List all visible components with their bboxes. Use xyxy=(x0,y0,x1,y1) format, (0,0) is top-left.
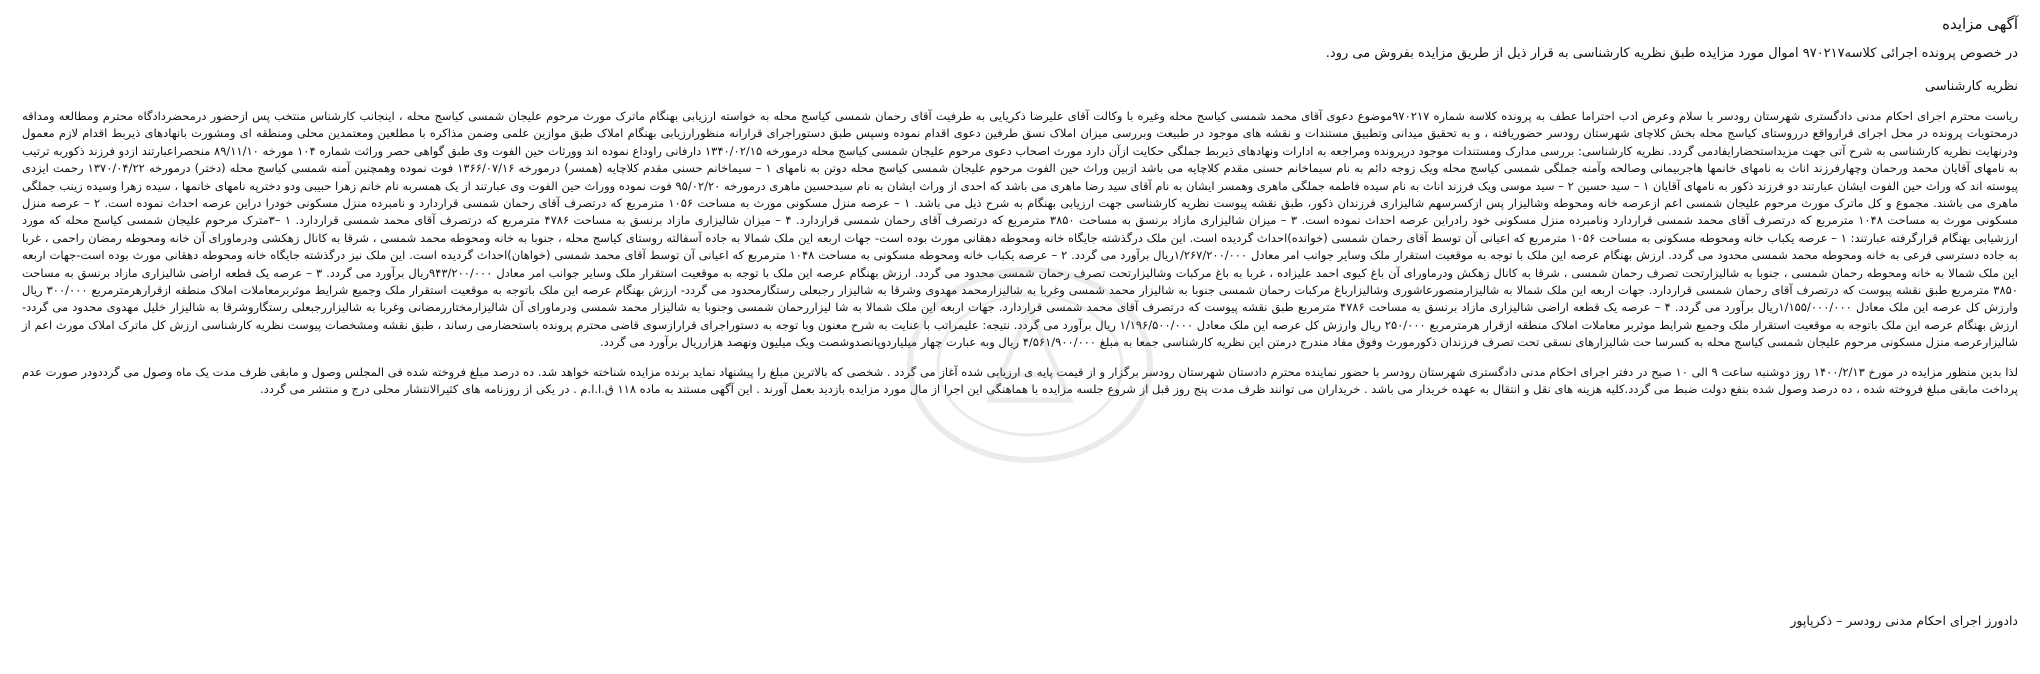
signature-line: دادورز اجرای احکام مدنی رودسر – ذکرپاپور xyxy=(1790,613,2018,628)
expert-opinion-paragraph: ریاست محترم اجرای احکام مدنی دادگستری شهرستان رودسر با سلام وعرض ادب احتراما عطف به پرونده کلاسه شماره ۹۷۰۲۱۷موضوع دعوی آقای محمد شمسی کیاسج محله وغیره با وکالت آقای علیرضا ذکریایی به طرفیت آقای رحمان شمسی کیاسج محله به خواسته ارزیابی بهنگام ماترک مورث مرحوم علیجان شمسی کیاسج محله ، اینجانب کارشناس منتخب پس ازحضور درمحضردادگاه محترم ومطالعه ومداقه درمحتویات پرونده در محل اجرای قرارواقع درروستای کیاسج محله بخش کلاچای شهرستان رودسر حضوریافته ، و به تحقیق میدانی وتطبیق مستندات و نقشه های موجود در طبیعت وبررسی میزان املاک نسق طرفین دعوی اقدام نموده وسپس طبق دستوراجرای قرارانه منظورارزیابی بهنگام املاک طبق موازین علمی وضمن مذاکره با مطلعین ومعتمدین محلی ومنطقه ای ومشورت بانهادهای ذیربط اقدام لازم معمول ودرنهایت نظریه کارشناسی به شرح آتی جهت مزیداستحضارایفادمی گردد. نظریه کارشناسی: بررسی مدارک ومستندات موجود درپرونده ومراجعه به ادارات ونهادهای ذیربط جملگی حکایت ازآن دارد مورث اصحاب دعوی مرحوم علیجان شمسی کیاسج محله درمورخه ۱۳۴۰/۰۲/۱۵ دارفانی راوداع نموده اند وورثات حین الفوت وی طبق گواهی حصر وراثت شماره ۱۰۴ مورخه ۸۹/۱۱/۱۰ منحصراعبارتند ازدو فرزند ذکوربه ترتیب به نامهای آقایان محمد ورحمان وچهارفرزند اناث به نامهای خانمها هاجربیمانی وصالحه وآمنه جملگی شمسی کیاسج محله ویک زوجه دائم به نام سیماخانم حسنی مقدم کلاچایه می باشد ازبین وراث حین الفوت مرحوم علیجان شمسی کیاسج محله دوتن به نامهای ۱ – سیماخانم حسنی مقدم کلاچایه (همسر) درمورخه ۱۳۶۶/۰۷/۱۶ فوت نموده وهمچنین آمنه شمسی کیاسج محله (دختر) درمورخه ۱۳۷۰/۰۴/۲۲ رحمت ایزدی پیوسته اند که وراث حین الفوت ایشان عبارتند دو فرزند ذکور به نامهای آقایان ۱ – سید حسین ۲ – سید موسی ویک فرزند اناث به نام سیده فاطمه جملگی ماهری وهمسر ایشان به نام آقای سید رضا ماهری می باشد که احدی از وراث ایشان به نام سیدحسین ماهری درمورخه ۹۵/۰۲/۲۰ فوت نموده ووراث حین الفوت وی عبارتند از یک همسربه نام خانم زهرا حبیبی ودو دخترپه نامهای خانمها ، سیده زهرا وسیده زینب جملگی ماهری می باشند. مجموع و کل ماترک مورث مرحوم علیجان شمسی اعم ازعرصه خانه ومحوطه وشالیزار پس ازکسرسهم شالیزاری فرزندان ذکور، طبق نقشه پیوست نظریه کارشناسی جهت ارزیابی بهنگام به شرح ذیل می باشد. ۱ – عرصه منزل مسکونی مورث به مساحت ۱۰۵۶ مترمربع که درتصرف آقای رحمان شمسی قراردارد و نامبرده منزل مسکونی خودرا دراین عرصه احداث نموده است. ۲ – عرصه منزل مسکونی مورث به مساحت ۱۰۴۸ مترمربع که درتصرف آقای محمد شمسی قراردارد ونامبرده منزل مسکونی خود رادراین عرصه احداث نموده است. ۳ – میزان شالیزاری مازاد برنسق به مساحت ۳۸۵۰ مترمربع که درتصرف آقای رحمان شمسی قراردارد. ۴ – میزان شالیزاری مازاد برنسق به مساحت ۴۷۸۶ مترمربع که درتصرف آقای محمد شمسی قراردارد. ۱ –۳مترک مرحوم علیجان شمسی کیاسج محله که مورد ارزشیابی بهنگام قرارگرفته عبارتند: ۱ – عرصه یکباب خانه ومحوطه مسکونی به مساحت ۱۰۵۶ مترمربع که اعیانی آن توسط آقای رحمان شمسی (خوانده)احداث گردیده است. این ملک درگذشته جایگاه خانه ومحوطه دهقانی مورث بوده است- جهات اربعه این ملک شمالا به جاده آسفالته روستای کیاسج محله ، جنوبا به خانه ومحوطه محمد شمسی ، شرقا به کانال زهکشی ودرماورای آن خانه ومحوطه رمضان راحمی ، غربا به جاده دسترسی فرعی به خانه ومحوطه محمد شمسی محدود می گردد. ارزش بهنگام عرصه این ملک با توجه به موقعیت استقرار ملک وسایر جوانب امر معادل ۱/۲۶۷/۲۰۰/۰۰۰ریال برآورد می گردد. ۲ – عرصه یکباب خانه ومحوطه مسکونی به مساحت ۱۰۴۸ مترمربع که اعیانی آن توسط آقای محمد شمسی (خواهان)احداث گردیده است. این ملک نیز درگذشته جایگاه خانه ومحوطه دهقانی مورث بوده است-جهات اربعه این ملک شمالا به خانه ومحوطه رحمان شمسی ، جنوبا به شالیزارتحت تصرف رحمان شمسی ، شرقا به کانال زهکش ودرماورای آن باغ کیوی احمد علیزاده ، غربا به باغ مرکبات وشالیزارتحت تصرف رحمان شمسی محدود می گردد. ارزش بهنگام عرصه این ملک با توجه به موقعیت استقرار ملک وسایر جوانب امر معادل ۹۴۳/۲۰۰/۰۰۰ریال برآورد می گردد. ۳ – عرصه یک قطعه اراضی شالیزاری مازاد برنسق به مساحت ۳۸۵۰ مترمربع طبق نقشه پیوست که درتصرف آقای رحمان شمسی قراردارد. جهات اربعه این ملک شمالا به شالیزارمنصورعاشوری وشالیزارباغ مرکبات رحمان شمسی جنوبا به شالیزار محمد شمسی وغربا به شالیزارمحمد مهدوی وشرقا به شالیزار رجبعلی رستگارمحدود می گردد- ارزش بهنگام عرصه این ملک باتوجه به موقعیت استقرار ملک وجمیع شرایط موثربرمعاملات املاک منطقه ازقرارهرمترمربع ۳۰۰/۰۰۰ ریال وارزش کل عرصه این ملک معادل ۱/۱۵۵/۰۰۰/۰۰۰ریال برآورد می گردد. ۴ – عرصه یک قطعه اراضی شالیزاری مازاد برنسق به مساحت ۴۷۸۶ مترمربع طبق نقشه پیوست که درتصرف آقای محمد شمسی قراردارد. جهات اربعه این ملک شمالا به شا لیزاررحمان شمسی وجنوبا به شالیزار محمد شمسی ودرماورای آن شالیزارمختاررمضانی وغربا به شالیزاررجبعلی رستگاروشرقا به شالیزار خلیل مهدوی محدود می گردد- ارزش بهنگام عرصه این ملک باتوجه به موقعیت استقرار ملک وجمیع شرایط موثربر معاملات املاک منطقه ازقرار هرمترمربع ۲۵۰/۰۰۰ ریال وارزش کل عرصه این ملک معادل ۱/۱۹۶/۵۰۰/۰۰۰ ریال برآورد می گردد. نتیجه: علیمراتب با عنایت به شرح معنون وبا توجه به دستوراجرای قرارازسوی قاضی محترم پرونده باستحضارمی رساند ، طبق نقشه ومشخصات پیوست نظریه کارشناسی ارزش کل ماترک املاک مورث اعم از شالیزارعرصه منزل مسکونی مرحوم علیجان شمسی کیاسج محله به کسرسا حت شالیزارهای نسقی تحت تصرف فرزندان ذکورمورث وفوق مفاد مندرج درمتن این نظریه کارشناسی جمعا به مبلغ ۴/۵۶۱/۹۰۰/۰۰۰ ریال وبه عبارت چهار میلیاردوپانصدوشصت ویک میلیون ونهصد هزارریال برآورد می گردد. xyxy=(22,109,2019,350)
expert-opinion-heading: نظریه کارشناسی xyxy=(1924,79,2018,94)
intro-paragraph: در خصوص پرونده اجرائی کلاسه۹۷۰۲۱۷ اموال مورد مزایده طبق نظریه کارشناسی به قرار ذیل از طریق مزایده بفروش می رود. xyxy=(1325,46,2018,61)
notice-title: آگهی مزایده xyxy=(1942,15,2018,33)
auction-terms-paragraph: لذا بدین منظور مزایده در مورخ ۱۴۰۰/۲/۱۳ روز دوشنبه ساعت ۹ الی ۱۰ صبح در دفتر اجرای احکام مدنی دادگستری شهرستان رودسر با حضور نماینده محترم دادستان شهرستان رودسر برگزار و از قیمت پایه ی ارزیابی شده آغاز می گردد . شخصی که بالاترین مبلغ را پیشنهاد نماید برنده مزایده شناخته خواهد شد. ده درصد مبلغ فروخته شده فی المجلس وصول و مابقی ظرف مدت یک ماه وصول می گرددودر صورت عدم پرداخت مابقی مبلغ فروخته شده ، ده درصد وصول شده بنفع دولت ضبط می گردد.کلیه هزینه های نقل و انتقال به عهده خریدار می باشد . خریداران می توانند ظرف مدت پنج روز قبل از شروع جلسه مزایده با هماهنگی این اجرا از مال مورد مزایده بازدید بعمل آورند . این آگهی مستند به ماده ۱۱۸ ق.ا.ا.م . در یکی از روزنامه های کثیرالانتشار محلی درج و منتشر می گردد. xyxy=(22,364,2018,397)
